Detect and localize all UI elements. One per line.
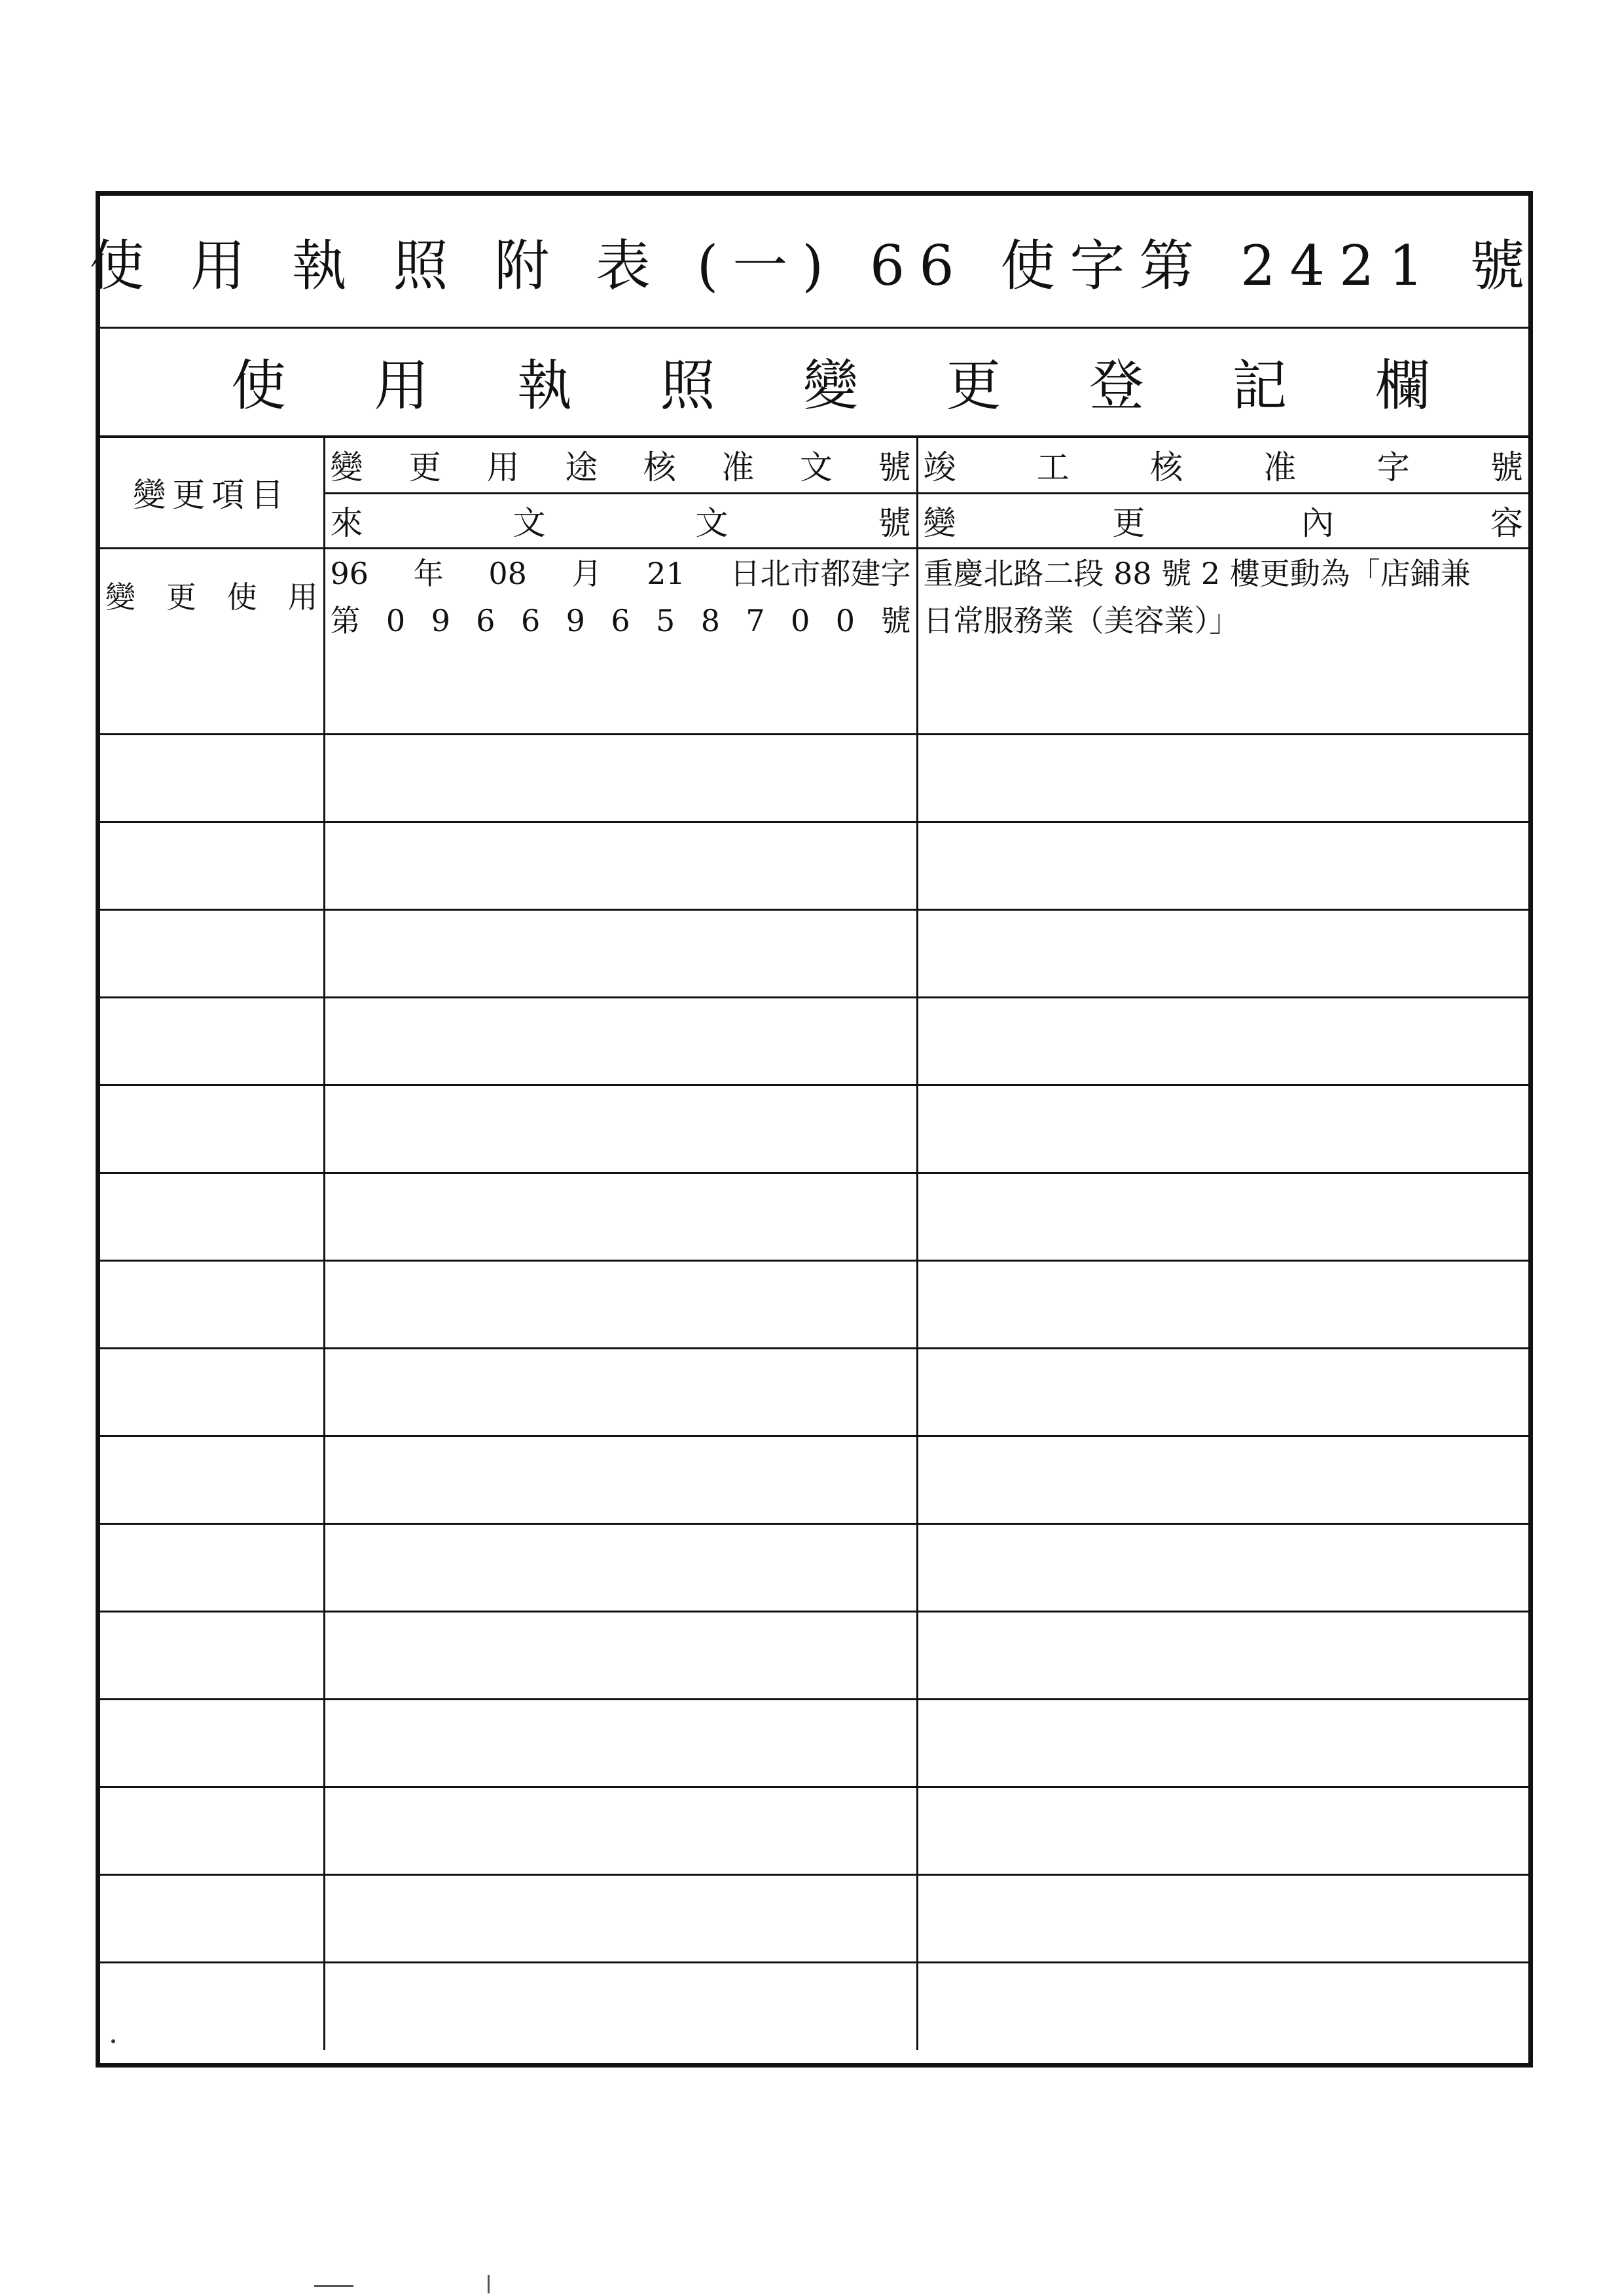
table-row xyxy=(100,548,1528,646)
table-row xyxy=(100,1348,1528,1436)
header-char: 更 xyxy=(1112,504,1145,542)
header-char: 工 xyxy=(1036,448,1070,487)
subtitle-char: 執 xyxy=(516,353,572,418)
header-char: 准 xyxy=(1263,448,1297,487)
table-row xyxy=(100,1787,1528,1874)
doc-number-cell xyxy=(324,734,917,822)
approval-doc-no-header xyxy=(324,438,917,493)
header-char: 內 xyxy=(1301,504,1335,542)
doc-token: 日北市都建字 xyxy=(730,556,911,592)
change-content-cell xyxy=(917,1260,1528,1348)
doc-token: 21 xyxy=(647,556,685,592)
empty-rows xyxy=(100,646,1528,2050)
doc-number-cell xyxy=(324,1699,917,1787)
usage-permit-form xyxy=(89,191,1539,2068)
doc-number-cell xyxy=(324,1523,917,1611)
scan-speck xyxy=(111,2039,115,2043)
change-item-cell xyxy=(100,1173,324,1260)
header-char: 核 xyxy=(1150,448,1183,487)
header-char: 文 xyxy=(695,504,728,542)
doc-token: 8 xyxy=(700,602,720,638)
table-row xyxy=(100,646,1528,734)
change-item-cell xyxy=(100,1085,324,1173)
header-char: 號 xyxy=(878,504,911,542)
subtitle-char: 記 xyxy=(1232,353,1287,418)
header-char: 途 xyxy=(565,448,598,487)
change-content-cell xyxy=(917,1173,1528,1260)
header-char: 更 xyxy=(408,448,442,487)
form-subtitle xyxy=(100,327,1528,438)
change-item-cell xyxy=(100,1874,324,1962)
change-content-cell xyxy=(917,548,1528,646)
change-content-cell xyxy=(917,1874,1528,1962)
table-row xyxy=(100,734,1528,822)
change-content-cell xyxy=(917,1962,1528,2050)
table-row xyxy=(100,1962,1528,2050)
doc-number-cell xyxy=(324,822,917,909)
header-char: 容 xyxy=(1490,504,1523,542)
change-content-cell xyxy=(917,822,1528,909)
content-line-2: 日常服務業（美容業）」 xyxy=(923,602,1240,638)
change-item-cell xyxy=(100,548,324,646)
change-content-cell xyxy=(917,1348,1528,1436)
header-char: 來 xyxy=(330,504,363,542)
change-item-cell xyxy=(100,1962,324,2050)
header-char: 核 xyxy=(643,448,676,487)
doc-token: 6 xyxy=(520,602,541,638)
table-row xyxy=(100,1611,1528,1699)
table-row xyxy=(100,1874,1528,1962)
doc-number-cell xyxy=(324,1348,917,1436)
doc-token: 5 xyxy=(656,602,675,638)
header-char: 用 xyxy=(486,448,520,487)
table-row xyxy=(100,1699,1528,1787)
header-char: 變 xyxy=(923,504,956,542)
doc-token: 0 xyxy=(791,602,810,638)
doc-token: 9 xyxy=(566,602,585,638)
doc-token: 08 xyxy=(488,556,527,592)
completion-no-header xyxy=(917,438,1528,493)
header-char: 文 xyxy=(512,504,546,542)
change-content-cell xyxy=(917,646,1528,734)
doc-number-cell xyxy=(324,1787,917,1874)
table-row xyxy=(100,997,1528,1085)
change-item-cell xyxy=(100,1523,324,1611)
change-content-header xyxy=(917,493,1528,548)
change-content-cell xyxy=(917,1436,1528,1523)
doc-token: 0 xyxy=(835,602,855,638)
change-item-cell xyxy=(100,646,324,734)
table-row xyxy=(100,1085,1528,1173)
doc-number-cell xyxy=(324,997,917,1085)
change-content-cell xyxy=(917,909,1528,997)
header-char: 字 xyxy=(1376,448,1410,487)
scan-speck xyxy=(488,2275,490,2293)
doc-token: 號 xyxy=(880,602,911,638)
item-char: 使 xyxy=(226,579,257,615)
change-item-cell xyxy=(100,1611,324,1699)
change-item-cell xyxy=(100,822,324,909)
doc-token: 6 xyxy=(611,602,630,638)
change-content-cell xyxy=(917,1699,1528,1787)
change-item-cell xyxy=(100,909,324,997)
doc-number-cell xyxy=(324,1173,917,1260)
change-item-header: 變更項目 xyxy=(100,438,324,548)
doc-number-cell xyxy=(324,1260,917,1348)
subtitle-char: 變 xyxy=(802,353,858,418)
header-char: 准 xyxy=(721,448,755,487)
doc-number-cell xyxy=(324,1962,917,2050)
change-content-cell xyxy=(917,1787,1528,1874)
subtitle-char: 欄 xyxy=(1375,353,1430,418)
table-row xyxy=(100,1523,1528,1611)
header-char: 號 xyxy=(878,448,911,487)
doc-token: 第 xyxy=(330,602,361,638)
item-char: 用 xyxy=(287,579,318,615)
table-row xyxy=(100,1436,1528,1523)
doc-number-cell xyxy=(324,909,917,997)
change-item-cell xyxy=(100,734,324,822)
header-char: 竣 xyxy=(923,448,956,487)
change-content-cell xyxy=(917,1611,1528,1699)
change-content-cell xyxy=(917,1085,1528,1173)
change-content-cell xyxy=(917,734,1528,822)
subtitle-char: 更 xyxy=(946,353,1001,418)
change-item-cell xyxy=(100,1699,324,1787)
change-registration-table xyxy=(100,438,1528,2050)
doc-number-cell xyxy=(324,1436,917,1523)
doc-token: 9 xyxy=(431,602,450,638)
doc-token: 0 xyxy=(386,602,406,638)
header-char: 號 xyxy=(1490,448,1523,487)
doc-token: 年 xyxy=(413,556,444,592)
subtitle-char: 登 xyxy=(1088,353,1144,418)
header-row-top xyxy=(100,438,1528,493)
form-title: 使 用 執 照 附 表 (一) 66 使字第 2421 號 xyxy=(100,196,1528,329)
incoming-doc-no-header xyxy=(324,493,917,548)
change-item-cell xyxy=(100,1787,324,1874)
item-char: 變 xyxy=(105,579,135,615)
change-content-cell xyxy=(917,997,1528,1085)
table-row xyxy=(100,822,1528,909)
table-row xyxy=(100,909,1528,997)
doc-number-cell xyxy=(324,646,917,734)
doc-token: 7 xyxy=(746,602,765,638)
change-item-cell xyxy=(100,1348,324,1436)
doc-line-2 xyxy=(331,598,911,644)
doc-token: 月 xyxy=(571,556,602,592)
change-item-cell xyxy=(100,1260,324,1348)
scan-speck xyxy=(314,2285,353,2287)
doc-number-cell xyxy=(324,1874,917,1962)
content-line-1: 重慶北路二段 88 號 2 樓更動為「店鋪兼 xyxy=(923,556,1471,592)
change-item-cell xyxy=(100,997,324,1085)
doc-line-1 xyxy=(331,551,911,597)
doc-number-cell xyxy=(324,548,917,646)
table-row xyxy=(100,1260,1528,1348)
change-content-cell xyxy=(917,1523,1528,1611)
item-char: 更 xyxy=(166,579,196,615)
doc-token: 6 xyxy=(476,602,495,638)
table-row xyxy=(100,1173,1528,1260)
doc-number-cell xyxy=(324,1611,917,1699)
change-item-cell xyxy=(100,1436,324,1523)
doc-token: 96 xyxy=(330,556,369,592)
subtitle-char: 照 xyxy=(660,353,715,418)
header-char: 文 xyxy=(799,448,833,487)
doc-number-cell xyxy=(324,1085,917,1173)
subtitle-char: 用 xyxy=(374,353,429,418)
subtitle-char: 使 xyxy=(231,353,287,418)
header-char: 變 xyxy=(330,448,363,487)
